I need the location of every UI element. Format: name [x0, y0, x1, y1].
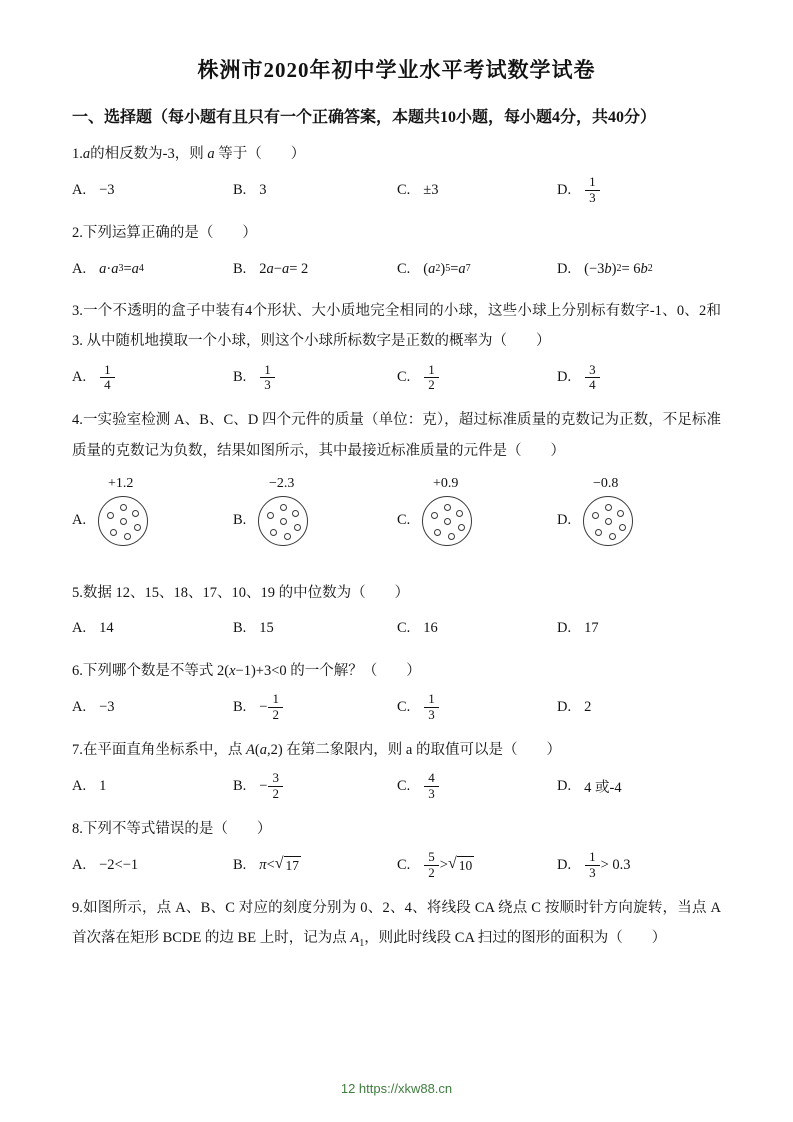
- option-label: B.: [233, 182, 247, 199]
- option-label: C.: [397, 260, 411, 277]
- option-label: D.: [557, 512, 572, 529]
- option-content: [259, 182, 266, 199]
- option-label: B.: [233, 777, 247, 794]
- math-variable: a: [111, 260, 119, 277]
- text: (−3: [584, 260, 605, 277]
- math-variable: A: [350, 930, 360, 947]
- option-A: [72, 361, 233, 396]
- text: 1.: [72, 146, 83, 162]
- component-circle-figure: [422, 496, 472, 546]
- option-B: [233, 769, 397, 804]
- text: 2.下列运算正确的是（ ）: [72, 225, 257, 242]
- option-label: A.: [72, 698, 87, 715]
- questions: [72, 139, 721, 953]
- fraction: $\frac{1}{3}$: [585, 175, 600, 206]
- text: = 2: [289, 260, 309, 277]
- text: =: [450, 260, 459, 277]
- fraction: $\frac{1}{3}$: [260, 363, 275, 394]
- option-label: A.: [72, 512, 87, 529]
- figure-value-label: +1.2: [108, 475, 134, 491]
- fraction: $\frac{1}{2}$: [424, 363, 439, 394]
- option-content: [259, 769, 284, 804]
- option-A: [72, 857, 233, 874]
- text: ): [611, 260, 617, 277]
- fraction: $\frac{3}{4}$: [585, 363, 600, 394]
- option-content: [584, 361, 601, 396]
- option-content: [584, 173, 601, 208]
- option-A: [72, 182, 233, 199]
- text: 4.一实验室检测 A、B、C、D 四个元件的质量（单位：克），超过标准质量的克数记为正数，不足标准质量的克数记为负数，结果如图所示，其中最接近标准质量的元件是（ ）: [72, 412, 721, 459]
- options-row: [72, 476, 721, 568]
- option-A: [72, 261, 233, 278]
- text: ±3: [423, 182, 439, 199]
- option-label: D.: [557, 260, 572, 277]
- text: 8.下列不等式错误的是（ ）: [72, 820, 272, 837]
- option-content: [583, 496, 633, 546]
- square-root: √ 17: [274, 855, 300, 874]
- option-label: D.: [557, 620, 572, 637]
- text: > 0.3: [600, 857, 631, 873]
- option-content: [584, 699, 591, 716]
- option-content: [423, 261, 470, 278]
- option-content: [423, 848, 474, 883]
- option-content: [99, 620, 114, 637]
- option-B: [233, 361, 397, 396]
- question-stem: [72, 405, 721, 465]
- option-label: A.: [72, 260, 87, 277]
- question-1: [72, 139, 721, 208]
- math-variable: π: [259, 856, 267, 873]
- option-A: [72, 699, 233, 716]
- text: 2: [259, 260, 267, 277]
- fraction: $\frac{3}{2}$: [268, 771, 283, 802]
- text: −1)+3<0 的一个解？（ ）: [235, 662, 421, 679]
- question-7: [72, 735, 721, 804]
- option-label: A.: [72, 857, 87, 873]
- question-stem: [72, 656, 721, 686]
- option-D: [557, 476, 721, 546]
- option-C: [397, 690, 557, 725]
- fraction: $\frac{1}{2}$: [268, 692, 283, 723]
- option-B: [233, 261, 397, 278]
- square-root: √ 10: [447, 855, 473, 874]
- component-circle-figure: [258, 496, 308, 546]
- figure-option-inner: [233, 496, 308, 546]
- math-variable: a: [458, 260, 466, 277]
- text: 17: [584, 620, 599, 637]
- figure-value-label: −0.8: [593, 475, 619, 491]
- option-content: [584, 848, 630, 883]
- text: 16: [423, 620, 438, 637]
- question-stem: [72, 578, 721, 608]
- option-content: [99, 261, 144, 278]
- fraction: $\frac{5}{2}$: [424, 850, 439, 881]
- option-C: [397, 476, 557, 546]
- question-2: [72, 218, 721, 286]
- superscript: 2: [647, 263, 653, 275]
- option-D: [557, 776, 721, 797]
- subscript: 1: [359, 937, 365, 949]
- fraction: $\frac{1}{3}$: [585, 850, 600, 881]
- math-variable: b: [604, 260, 612, 277]
- question-stem: [72, 893, 721, 953]
- option-C: [397, 261, 557, 278]
- figure-value-label: +0.9: [433, 475, 459, 491]
- text: ,2) 在第二象限内，则 a 的取值可以是（ ）: [266, 741, 561, 758]
- question-stem: [72, 296, 721, 356]
- superscript: 3: [118, 263, 124, 275]
- option-content: [584, 261, 653, 278]
- option-label: B.: [233, 856, 247, 873]
- option-B: [233, 856, 397, 875]
- figure-value-label: −2.3: [269, 475, 295, 491]
- text: −2<−1: [99, 857, 139, 873]
- text: (: [254, 741, 260, 758]
- option-label: C.: [397, 777, 411, 794]
- option-content: [423, 182, 438, 199]
- figure-option-inner: [72, 496, 148, 546]
- section-heading: 一、选择题（每小题有且只有一个正确答案，本题共10小题，每小题4分，共40分）: [72, 109, 657, 126]
- question-stem: [72, 218, 721, 248]
- option-label: C.: [397, 620, 411, 637]
- figure-option-inner: [397, 496, 472, 546]
- text: >: [439, 857, 448, 873]
- text: =: [123, 260, 132, 277]
- option-D: [557, 173, 721, 208]
- math-variable: b: [640, 260, 648, 277]
- option-label: D.: [557, 698, 572, 715]
- option-A: [72, 476, 233, 546]
- text: 7.在平面直角坐标系中，点: [72, 741, 246, 758]
- text: 6.下列哪个数是不等式 2(: [72, 662, 230, 679]
- option-B: [233, 476, 397, 546]
- option-content: [584, 620, 599, 637]
- option-label: C.: [397, 182, 411, 199]
- question-stem: [72, 814, 721, 844]
- option-content: [422, 496, 472, 546]
- math-variable: a: [99, 260, 107, 277]
- option-label: C.: [397, 369, 411, 386]
- math-variable: x: [229, 662, 236, 679]
- text: −: [259, 698, 268, 715]
- text: ): [440, 260, 446, 277]
- text: (: [423, 260, 429, 277]
- option-C: [397, 361, 557, 396]
- option-content: [98, 496, 148, 546]
- text: 3: [259, 182, 267, 199]
- option-content: [584, 776, 621, 797]
- text: = 6: [621, 260, 641, 277]
- option-C: [397, 182, 557, 199]
- text: 5.数据 12、15、18、17、10、19 的中位数为（ ）: [72, 584, 410, 601]
- fraction: $\frac{4}{3}$: [424, 771, 439, 802]
- option-content: [259, 690, 284, 725]
- option-content: [99, 699, 114, 716]
- option-content: [99, 361, 116, 396]
- option-content: [423, 769, 440, 804]
- options-row: [72, 173, 721, 208]
- question-4: [72, 405, 721, 567]
- question-stem: [72, 735, 721, 765]
- option-label: D.: [557, 857, 572, 873]
- question-3: [72, 296, 721, 395]
- option-label: A.: [72, 620, 87, 637]
- superscript: 4: [138, 263, 144, 275]
- question-9: [72, 893, 721, 953]
- option-label: B.: [233, 698, 247, 715]
- fraction: $\frac{1}{4}$: [100, 363, 115, 394]
- options-row: [72, 769, 721, 804]
- option-D: [557, 361, 721, 396]
- option-content: [259, 361, 276, 396]
- option-C: [397, 848, 557, 883]
- option-A: [72, 620, 233, 637]
- option-content: [423, 690, 440, 725]
- option-label: C.: [397, 698, 411, 715]
- option-label: C.: [397, 512, 411, 529]
- option-C: [397, 769, 557, 804]
- option-B: [233, 690, 397, 725]
- text: ，则此时线段 CA 扫过的图形的面积为（ ）: [364, 930, 667, 947]
- text: 4 或-4: [584, 779, 622, 796]
- text: −: [259, 777, 268, 794]
- option-content: [423, 620, 438, 637]
- math-variable: a: [259, 741, 267, 758]
- option-label: B.: [233, 369, 247, 386]
- math-variable: a: [82, 146, 91, 162]
- option-content: [259, 620, 274, 637]
- question-stem: [72, 139, 721, 169]
- option-content: [99, 778, 106, 795]
- question-8: [72, 814, 721, 883]
- text: 2: [584, 698, 592, 715]
- text: 15: [259, 620, 274, 637]
- superscript: 7: [465, 263, 471, 275]
- component-circle-figure: [583, 496, 633, 546]
- math-variable: a: [281, 260, 290, 277]
- text: −3: [99, 698, 115, 715]
- option-label: A.: [72, 369, 87, 386]
- option-content: [99, 182, 114, 199]
- text: 3.一个不透明的盒子中装有4个形状、大小质地完全相同的小球，这些小球上分别标有数字-1、0、2和3. 从中随机地摸取一个小球，则这个小球所标数字是正数的概率为（ ）: [72, 303, 721, 350]
- text: 9.如图所示，点 A、B、C 对应的刻度分别为 0、2、4、将线段 CA 绕点 C 按顺时针方向旋转，当点 A 首次落在矩形 BCDE 的边 BE 上时，记为点: [72, 899, 721, 947]
- figure-option-inner: [557, 496, 633, 546]
- text: ·: [106, 260, 112, 277]
- question-5: [72, 578, 721, 646]
- superscript: 5: [445, 263, 451, 275]
- option-label: B.: [233, 512, 247, 529]
- text: −3: [99, 182, 115, 199]
- text: −: [273, 260, 282, 277]
- option-content: [423, 361, 440, 396]
- option-label: B.: [233, 260, 247, 277]
- math-variable: a: [266, 260, 274, 277]
- page-footer: 12 https://xkw88.cn: [340, 1081, 453, 1096]
- option-D: [557, 261, 721, 278]
- option-label: B.: [233, 620, 247, 637]
- math-variable: a: [207, 146, 215, 162]
- option-label: D.: [557, 182, 572, 199]
- option-B: [233, 620, 397, 637]
- option-D: [557, 699, 721, 716]
- option-content: [99, 857, 138, 874]
- option-A: [72, 778, 233, 795]
- text: 的相反数为-3，则: [90, 146, 208, 162]
- component-circle-figure: [98, 496, 148, 546]
- option-label: C.: [397, 857, 411, 873]
- option-label: A.: [72, 777, 87, 794]
- text: 等于（ ）: [214, 146, 306, 162]
- option-label: D.: [557, 777, 572, 794]
- option-content: [259, 856, 301, 875]
- math-variable: a: [131, 260, 139, 277]
- option-content: [258, 496, 308, 546]
- option-B: [233, 182, 397, 199]
- superscript: 2: [435, 263, 441, 275]
- options-row: [72, 361, 721, 396]
- question-6: [72, 656, 721, 725]
- math-variable: A: [246, 741, 255, 758]
- options-row: [72, 612, 721, 646]
- options-row: [72, 252, 721, 286]
- text: 1: [99, 777, 107, 794]
- option-label: A.: [72, 182, 87, 199]
- options-row: [72, 690, 721, 725]
- option-D: [557, 620, 721, 637]
- option-D: [557, 848, 721, 883]
- option-C: [397, 620, 557, 637]
- math-variable: a: [428, 260, 436, 277]
- options-row: [72, 848, 721, 883]
- page-title: 株洲市2020年初中学业水平考试数学试卷: [197, 58, 596, 82]
- option-content: [259, 261, 308, 278]
- superscript: 2: [616, 263, 622, 275]
- fraction: $\frac{1}{3}$: [424, 692, 439, 723]
- text: <: [266, 856, 275, 873]
- text: 14: [99, 620, 114, 637]
- option-label: D.: [557, 369, 572, 386]
